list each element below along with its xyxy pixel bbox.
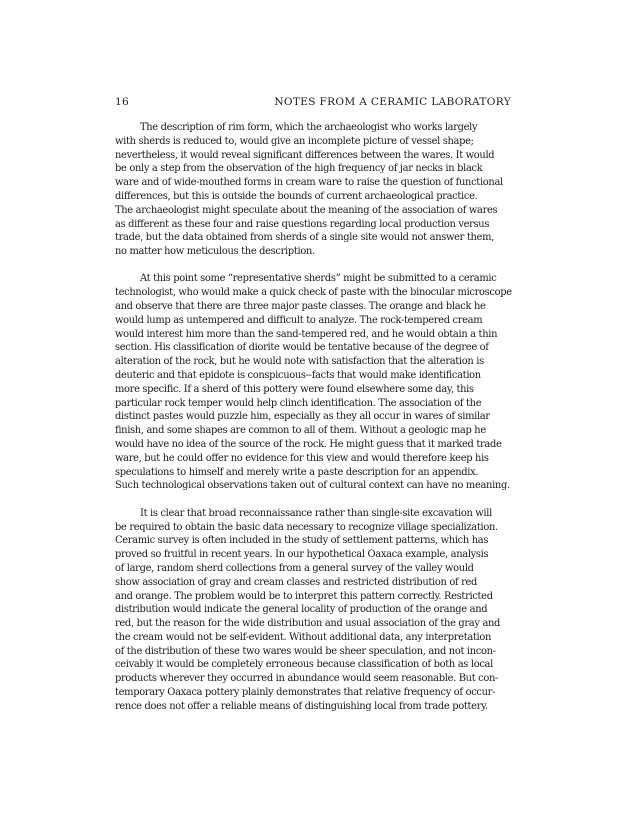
text-line: particular rock temper would help clinch identification. The association of the bbox=[115, 397, 482, 409]
text-line: distribution would indicate the general locality of production of the orange and bbox=[115, 604, 488, 616]
text-line: ceivably it would be completely erroneous because classification of both as local bbox=[115, 659, 493, 671]
text-line: It is clear that broad reconnaissance rather than single-site excavation will bbox=[140, 507, 492, 519]
text-line: no matter how meticulous the description. bbox=[115, 246, 315, 258]
text-line: The description of rim form, which the archaeologist who works largely bbox=[140, 122, 478, 133]
text-line: speculations to himself and merely write a paste description for an appendix. bbox=[115, 466, 479, 478]
page-header bbox=[115, 96, 511, 110]
body-text bbox=[115, 121, 515, 714]
text-line: and observe that there are three major paste classes. The orange and black he bbox=[115, 301, 486, 313]
text-line: ware, but he could offer no evidence for this view and would therefore keep his bbox=[115, 452, 489, 464]
text-line: trade, but the data obtained from sherds of a single site would not answer them, bbox=[115, 232, 494, 244]
text-line: would lump as untempered and difficult to analyze. The rock-tempered cream bbox=[115, 314, 483, 326]
text-line: At this point some “representative sherds” might be submitted to a ceramic bbox=[140, 273, 497, 285]
text-line: and orange. The problem would be to interpret this pattern correctly. Restricted bbox=[115, 590, 493, 602]
text-line: the cream would not be self-evident. Without additional data, any interpretation bbox=[115, 631, 492, 643]
text-line: would interest him more than the sand-tempered red, and he would obtain a thin bbox=[115, 328, 498, 340]
text-line: show association of gray and cream classes and restricted distribution of red bbox=[115, 576, 478, 588]
text-line: The archaeologist might speculate about the meaning of the association of wares bbox=[115, 204, 498, 216]
text-line: ware and of wide-mouthed forms in cream ware to raise the question of functional bbox=[115, 177, 503, 189]
text-line: of the distribution of these two wares would be sheer speculation, and not incon- bbox=[115, 645, 496, 657]
text-line: alteration of the rock, but he would note with satisfaction that the alteration is bbox=[115, 356, 484, 368]
paragraph bbox=[115, 121, 515, 259]
text-line: technologist, who would make a quick check of paste with the binocular microscope bbox=[115, 287, 512, 299]
text-line: be only a step from the observation of the high frequency of jar necks in black bbox=[115, 163, 483, 175]
text-line: distinct pastes would puzzle him, especially as they all occur in wares of similar bbox=[115, 411, 490, 423]
text-line: nevertheless, it would reveal significant differences between the wares. It would bbox=[115, 149, 495, 161]
text-line: Such technological observations taken out of cultural context can have no meaning. bbox=[115, 480, 510, 492]
text-line: Ceramic survey is often included in the study of settlement patterns, which has bbox=[115, 535, 489, 547]
paragraph bbox=[115, 507, 515, 714]
text-line: rence does not offer a reliable means of distinguishing local from trade pottery. bbox=[115, 700, 488, 712]
text-line: red, but the reason for the wide distribution and usual association of the gray and bbox=[115, 618, 501, 630]
text-line: differences, but this is outside the bounds of current archaeological practice. bbox=[115, 190, 478, 202]
text-line: deuteric and that epidote is conspicuous--facts that would make identification bbox=[115, 370, 481, 382]
text-line: with sherds is reduced to, would give an incomplete picture of vessel shape; bbox=[115, 135, 474, 147]
paragraph bbox=[115, 272, 515, 493]
text-line: would have no idea of the source of the rock. He might guess that it marked trade bbox=[115, 439, 502, 451]
text-line: products wherever they occurred in abundance would seem reasonable. But con- bbox=[115, 673, 499, 685]
text-line: more specific. If a sherd of this pottery were found elsewhere some day, this bbox=[115, 383, 474, 395]
text-line: as different as these four and raise questions regarding local production versus bbox=[115, 218, 490, 230]
running-head: NOTES FROM A CERAMIC LABORATORY bbox=[274, 96, 511, 108]
text-line: of large, random sherd collections from a general survey of the valley would bbox=[115, 562, 474, 574]
text-line: section. His classification of diorite would be tentative because of the degree of bbox=[115, 342, 489, 354]
text-line: temporary Oaxaca pottery plainly demonstrates that relative frequency of occur- bbox=[115, 687, 496, 699]
page-number: 16 bbox=[115, 96, 130, 108]
text-line: finish, and some shapes are common to all of them. Without a geologic map he bbox=[115, 425, 486, 437]
text-line: proved so fruitful in recent years. In our hypothetical Oaxaca example, analysis bbox=[115, 549, 489, 561]
text-line: be required to obtain the basic data necessary to recognize village specialization. bbox=[115, 521, 498, 533]
